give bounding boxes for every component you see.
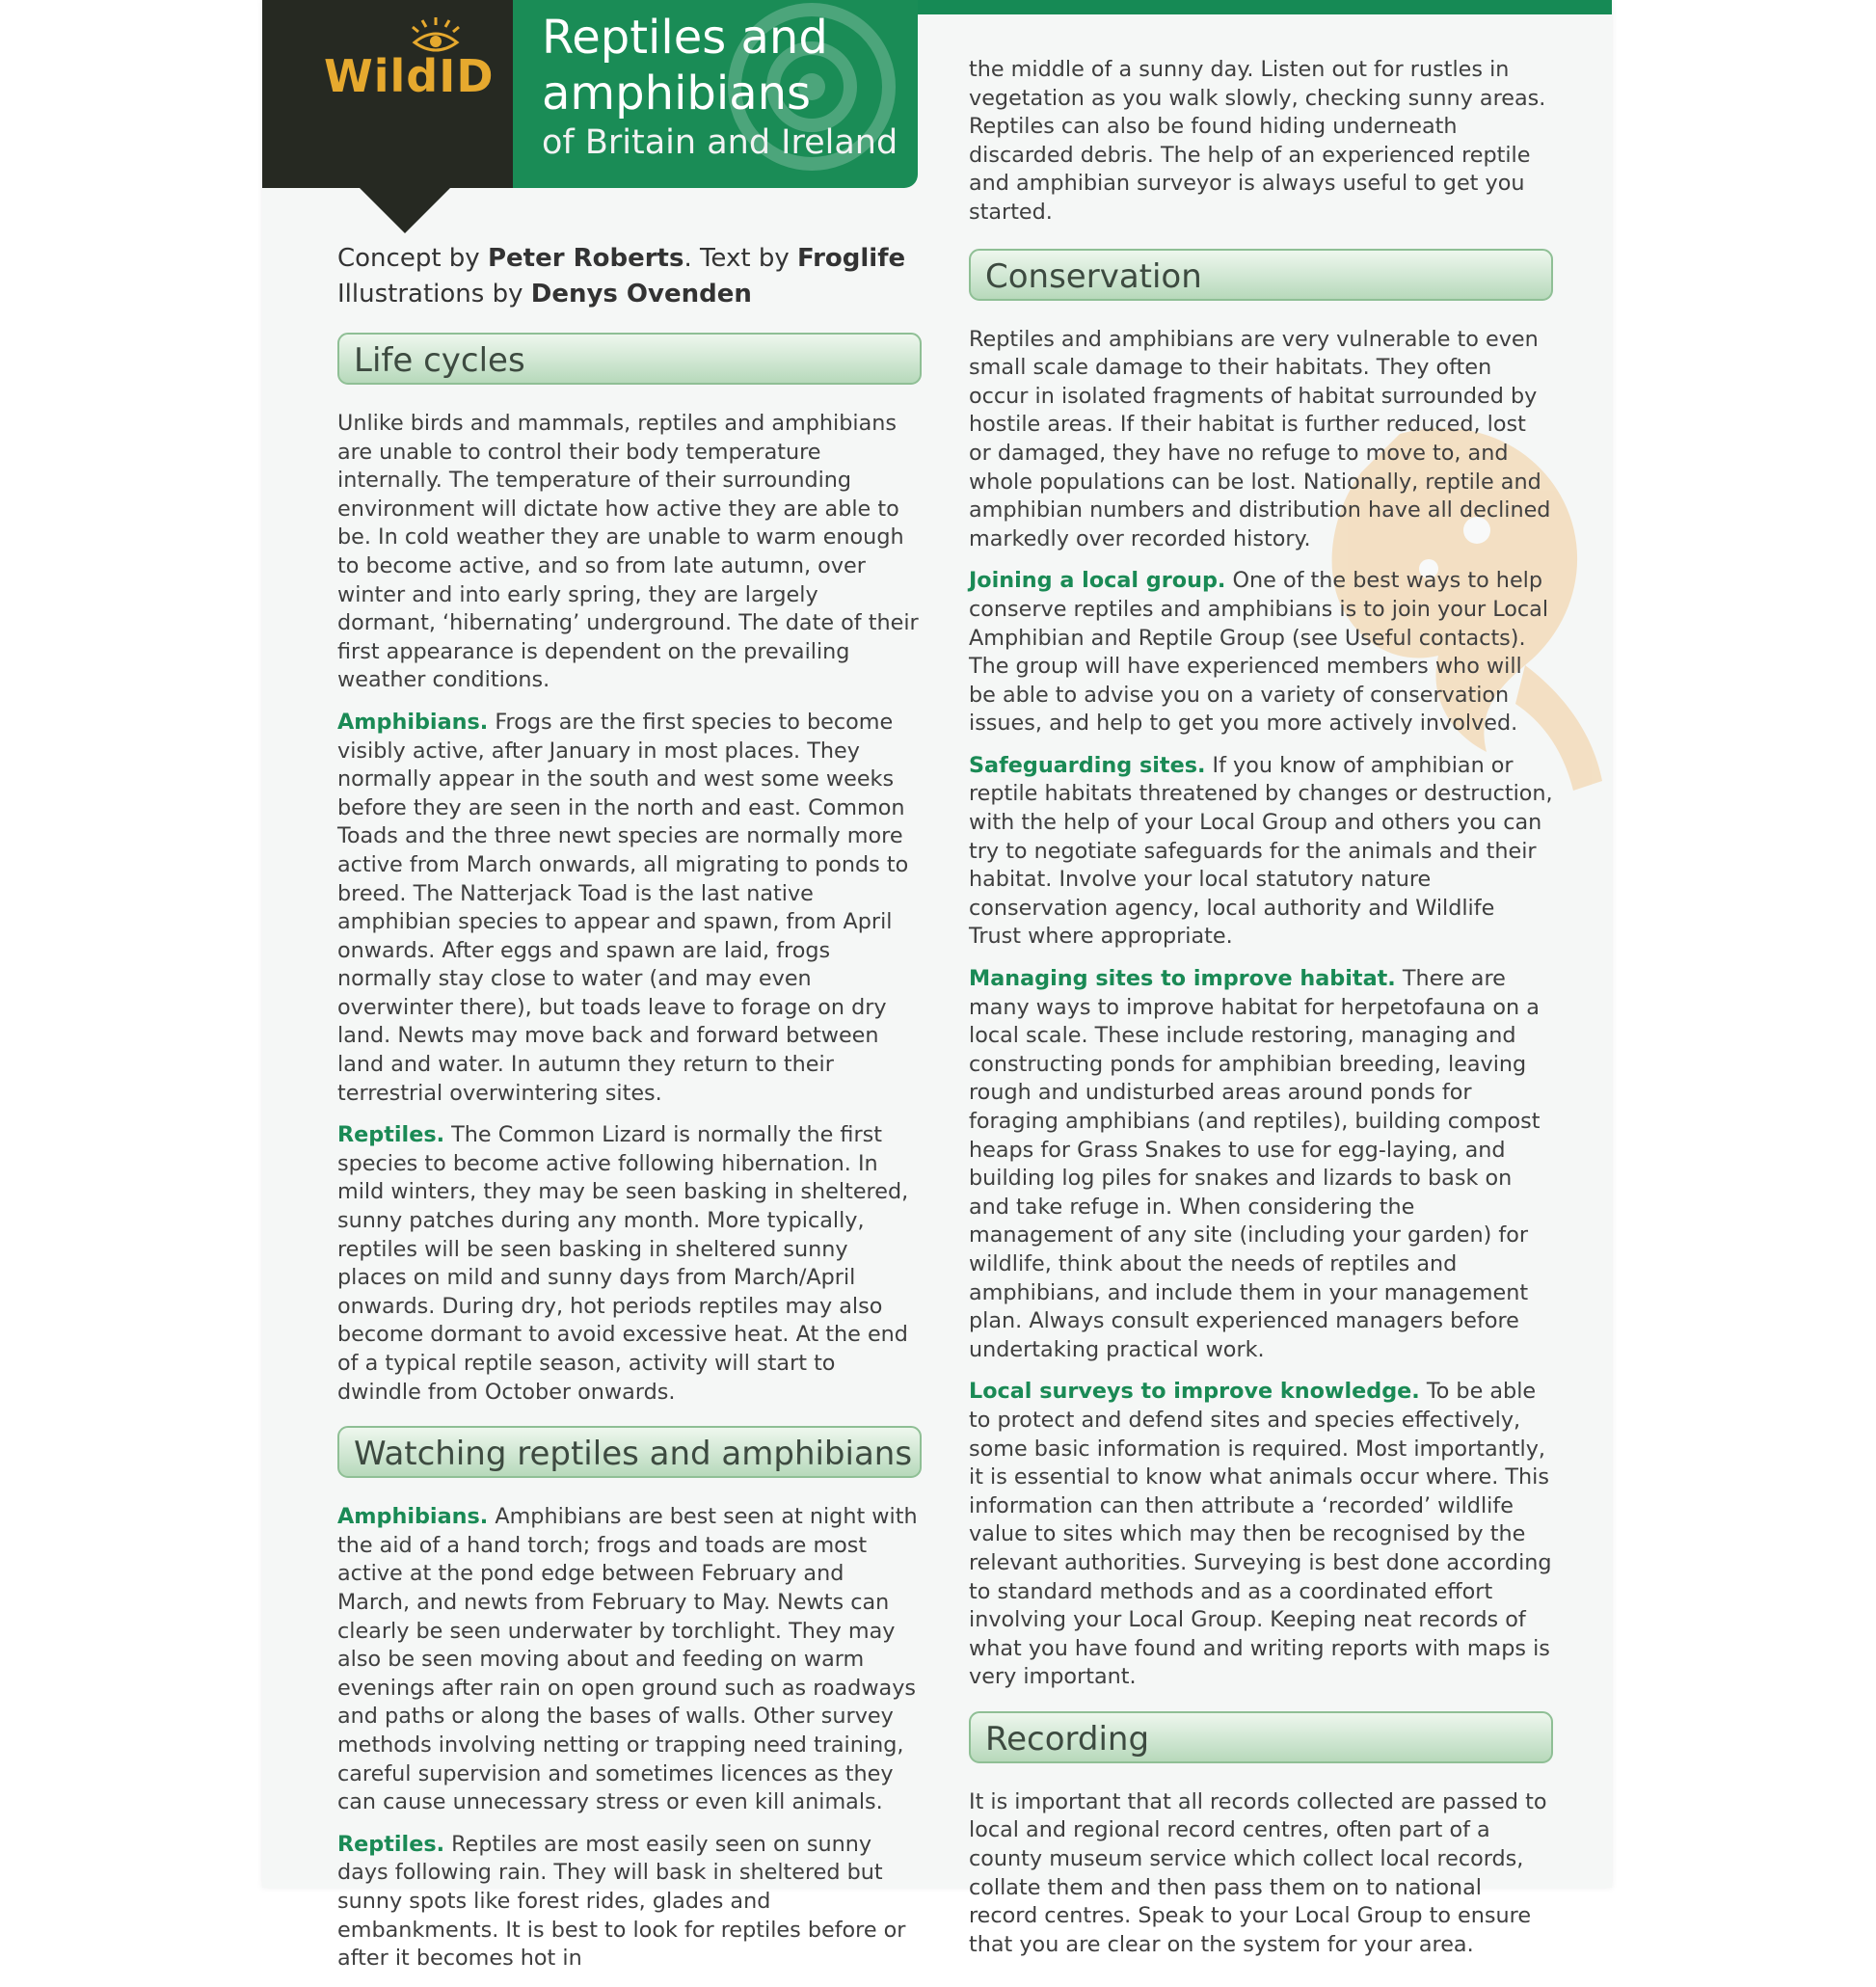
watching-amphibians [337, 1503, 922, 1817]
subhead-label: Managing sites to improve habitat. [969, 966, 1396, 992]
title-panel [513, 0, 918, 188]
logo-pointer [359, 187, 451, 233]
credits-line-1 [337, 241, 916, 277]
text-author: Froglife [796, 244, 906, 273]
life-cycles-reptiles [337, 1121, 922, 1407]
paragraph-text: To be able to protect and defend sites and species effectively, some basic information is required. Most importantly, it is essential to know what animals occur where. This information can then attribute a ‘recorded’ wildlife value to sites which may then be recognised by the relevant authorities. Surveying is best done according to standard methods and as a coordinated effort involving your Local Group. Keeping neat records of what you have found and writing reports with maps is very important. [969, 1379, 1552, 1690]
paragraph-text: The Common Lizard is normally the first species to become active following hibernation. In mild winters, they may be seen basking in sheltered, sunny patches during any month. More typically, reptiles will be seen basking in sheltered sunny places on mild and sunny days from March/April onwards. During dry, hot periods reptiles may also become dormant to avoid excessive heat. At the end of a typical reptile season, activity will start to dwindle from October onwards. [337, 1122, 909, 1405]
illus-prefix: Illustrations by [337, 280, 531, 309]
credits [337, 241, 916, 312]
paragraph-text: One of the best ways to help conserve reptiles and amphibians is to join your Local Amphibian and Reptile Group (see Useful contacts). The group will have experienced members who will be able to advise you on a variety of conservation issues, and help to get you more actively involved. [969, 568, 1549, 737]
life-cycles-amphibians [337, 709, 922, 1108]
page-title [542, 10, 828, 121]
recording-heading: Recording [969, 1711, 1553, 1763]
subhead-label: Amphibians. [337, 709, 489, 735]
leaflet-page [262, 0, 1612, 1972]
page-subtitle: of Britain and Ireland [542, 123, 898, 162]
subhead-label: Amphibians. [337, 1504, 489, 1530]
subhead-label: Safeguarding sites. [969, 752, 1206, 778]
watching-continued: the middle of a sunny day. Listen out for rustles in vegetation as you walk slowly, checking sunny areas. Reptiles can also be found hiding underneath discarded debris. The help of an experienced reptile and amphibian surveyor is always useful to get you started. [969, 57, 1546, 225]
recording-text: It is important that all records collected are passed to local and regional record centres, often part of a county museum service which collect local records, collate them and then pass them on to national record centres. Speak to your Local Group to ensure that you are clear on the system for your area. [969, 1788, 1547, 1957]
concept-prefix: Concept by [337, 244, 488, 273]
paragraph-text: Reptiles are most easily seen on sunny days following rain. They will bask in sheltered but sunny spots like forest rides, glades and embankments. It is best to look for reptiles before or after it becomes hot in [337, 1831, 906, 1972]
conservation-managing [969, 965, 1553, 1364]
logo-wordmark: WildID [324, 50, 495, 102]
left-column [337, 333, 922, 1987]
conservation-surveys [969, 1378, 1553, 1692]
title-line-1: Reptiles and [542, 11, 828, 65]
paragraph-text: Amphibians are best seen at night with the aid of a hand torch; frogs and toads are most active at the pond edge between February and March, and newts from February to May. Newts can clearly be seen underwater by torchlight. They may also be seen moving about and feeding on warm evenings after rain on open ground such as roadways and paths or along the bases of walls. Other survey methods involving netting or trapping need training, careful supervision and sometimes licences as they can cause unnecessary stress or even kill animals. [337, 1504, 918, 1815]
paragraph-text: There are many ways to improve habitat for herpetofauna on a local scale. These include restoring, managing and constructing ponds for amphibian breeding, leaving rough and undisturbed areas around ponds for foraging amphibians (and reptiles), building compost heaps for Grass Snakes to use for egg-laying, and building log piles for snakes and lizards to bask on and take refuge in. When considering the management of any site (including your garden) for wildlife, think about the needs of reptiles and amphibians, and include them in your management plan. Always consult experienced managers before undertaking practical work. [969, 966, 1541, 1362]
top-green-rule [918, 0, 1612, 14]
subhead-label: Reptiles. [337, 1831, 445, 1857]
credits-line-2 [337, 277, 916, 312]
conservation-joining [969, 567, 1553, 738]
subhead-label: Joining a local group. [969, 568, 1226, 594]
life-cycles-heading: Life cycles [337, 333, 922, 385]
conservation-intro: Reptiles and amphibians are very vulnerable to even small scale damage to their habitats. They often occur in isolated fragments of habitat surrounded by hostile areas. If their habitat is further reduced, lost or damaged, they have no refuge to move to, and whole populations can be lost. Nationally, reptile and amphibian numbers and distribution have all declined markedly over recorded history. [969, 326, 1551, 551]
title-line-2: amphibians [542, 67, 812, 121]
conservation-heading: Conservation [969, 249, 1553, 301]
watching-reptiles [337, 1831, 922, 1974]
right-column [969, 56, 1553, 1973]
paragraph-text: If you know of amphibian or reptile habitats threatened by changes or destruction, with the help of your Local Group and others you can try to negotiate safeguards for the animals and their habitat. Involve your local statutory nature conservation agency, local authority and Wildlife Trust where appropriate. [969, 752, 1553, 950]
concept-name: Peter Roberts [487, 244, 684, 273]
paragraph-text: Frogs are the first species to become visibly active, after January in most places. They normally appear in the south and west some weeks before they are seen in the north and east. Common Toads and the three newt species are normally more active from March onwards, all migrating to ponds to breed. The Natterjack Toad is the last native amphibian species to appear and spawn, from April onwards. After eggs and spawn are laid, frogs normally stay close to water (and may even overwinter there), but toads leave to forage on dry land. Newts may move back and forward between land and water. In autumn they return to their terrestrial overwintering sites. [337, 709, 909, 1106]
text-prefix: . Text by [683, 244, 797, 273]
watching-heading: Watching reptiles and amphibians [337, 1426, 922, 1478]
subhead-label: Local surveys to improve knowledge. [969, 1379, 1420, 1405]
conservation-safeguarding [969, 752, 1553, 952]
illustrator-name: Denys Ovenden [530, 280, 752, 309]
subhead-label: Reptiles. [337, 1122, 445, 1148]
life-cycles-intro: Unlike birds and mammals, reptiles and amphibians are unable to control their body temperature internally. The temperature of their surrounding environment will dictate how active they are able to be. In cold weather they are unable to warm enough to become active, and so from late autumn, over winter and into early spring, they are largely dormant, ‘hibernating’ underground. The date of their first appearance is dependent on the prevailing weather conditions. [337, 411, 919, 693]
logo-panel [262, 0, 513, 188]
